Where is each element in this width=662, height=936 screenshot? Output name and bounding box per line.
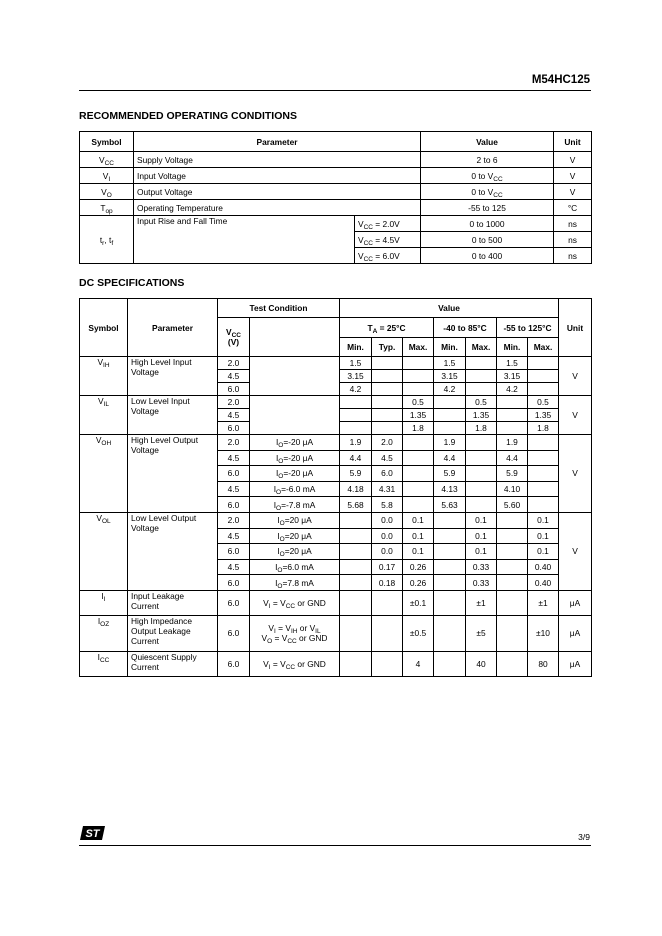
dc-condition: $V_I = V_{IH}$ or $V_{IL}$ $V_O = V_{CC}$ or GND — [250, 615, 340, 651]
dc-typ25: 5.8 — [372, 497, 403, 513]
dc-typ25 — [372, 409, 403, 422]
dc-symbol: $V_{IH}$ — [80, 357, 128, 396]
dc-min85: 1.5 — [434, 357, 466, 370]
roc-h-value: Value — [421, 132, 554, 152]
dc-min125: 4.4 — [497, 450, 528, 466]
dc-max25: 0.26 — [403, 559, 434, 575]
dc-condition — [250, 357, 340, 396]
roc-title: RECOMMENDED OPERATING CONDITIONS — [79, 110, 297, 122]
dc-vcc: 6.0 — [218, 497, 250, 513]
roc-condition: $V_{CC} = 4.5V$ — [355, 232, 421, 248]
dc-unit: V — [559, 357, 592, 396]
dc-row — [80, 435, 592, 451]
roc-h-symbol: Symbol — [80, 132, 134, 152]
roc-value: 0 to $V_{CC}$ — [421, 184, 554, 200]
dc-min25 — [340, 544, 372, 560]
dc-max125: ±10 — [528, 615, 559, 651]
dc-vcc: 2.0 — [218, 512, 250, 528]
roc-param: Output Voltage — [134, 184, 421, 200]
dc-condition: $I_O=20$ μA — [250, 544, 340, 560]
dc-max125: 0.1 — [528, 512, 559, 528]
roc-value: 0 to 500 — [421, 232, 554, 248]
dc-max85: 1.8 — [466, 422, 497, 435]
dc-max85: ±1 — [466, 590, 497, 615]
roc-row — [80, 200, 592, 216]
dc-min125 — [497, 590, 528, 615]
dc-typ25: 6.0 — [372, 466, 403, 482]
dc-max125: 0.40 — [528, 559, 559, 575]
dc-min125: 1.5 — [497, 357, 528, 370]
dc-symbol: $I_{CC}$ — [80, 651, 128, 676]
dc-min25: 5.9 — [340, 466, 372, 482]
dc-vcc: 4.5 — [218, 409, 250, 422]
dc-param: High Level Output Voltage — [128, 435, 218, 513]
dc-row — [80, 590, 592, 615]
dc-max85: 0.33 — [466, 559, 497, 575]
dc-min85 — [434, 544, 466, 560]
dc-max125: 0.1 — [528, 544, 559, 560]
dc-max25 — [403, 383, 434, 396]
dc-param: High Impedance Output Leakage Current — [128, 615, 218, 651]
header-rule — [79, 90, 591, 91]
dc-param: Low Level Output Voltage — [128, 512, 218, 590]
dc-min85 — [434, 528, 466, 544]
dc-row — [80, 651, 592, 676]
dc-condition: $I_O=6.0$ mA — [250, 559, 340, 575]
dc-min25 — [340, 651, 372, 676]
dc-min85 — [434, 422, 466, 435]
dc-condition: $I_O=-20$ μA — [250, 450, 340, 466]
dc-max125 — [528, 450, 559, 466]
dc-max85 — [466, 481, 497, 497]
dc-condition: $I_O=-7.8$ mA — [250, 497, 340, 513]
dc-h-vcc: $V_{CC}$ (V) — [218, 318, 250, 357]
dc-vcc: 6.0 — [218, 590, 250, 615]
dc-min25 — [340, 590, 372, 615]
roc-unit: V — [554, 168, 592, 184]
dc-min125 — [497, 559, 528, 575]
dc-h-max: Max. — [466, 338, 497, 357]
dc-min85 — [434, 512, 466, 528]
dc-min25: 1.5 — [340, 357, 372, 370]
dc-max85: 0.1 — [466, 512, 497, 528]
dc-typ25 — [372, 651, 403, 676]
dc-max25: 0.1 — [403, 512, 434, 528]
dc-vcc: 4.5 — [218, 528, 250, 544]
dc-min125: 5.60 — [497, 497, 528, 513]
dc-min25 — [340, 409, 372, 422]
dc-h-min: Min. — [340, 338, 372, 357]
dc-typ25 — [372, 422, 403, 435]
dc-min125 — [497, 422, 528, 435]
dc-condition: $I_O=20$ μA — [250, 512, 340, 528]
dc-h-symbol: Symbol — [80, 299, 128, 357]
dc-max85: 0.1 — [466, 544, 497, 560]
dc-condition: $I_O=20$ μA — [250, 528, 340, 544]
roc-value: 0 to $V_{CC}$ — [421, 168, 554, 184]
dc-max85 — [466, 435, 497, 451]
dc-condition: $V_I = V_{CC}$ or GND — [250, 651, 340, 676]
roc-h-unit: Unit — [554, 132, 592, 152]
dc-max125 — [528, 466, 559, 482]
dc-row — [80, 512, 592, 528]
dc-unit: V — [559, 435, 592, 513]
dc-h-min: Min. — [497, 338, 528, 357]
roc-table — [79, 131, 592, 264]
dc-min85: 3.15 — [434, 370, 466, 383]
dc-max25 — [403, 357, 434, 370]
dc-min25: 5.68 — [340, 497, 372, 513]
dc-max25: 0.5 — [403, 396, 434, 409]
dc-typ25 — [372, 370, 403, 383]
dc-min25 — [340, 615, 372, 651]
dc-min85: 5.9 — [434, 466, 466, 482]
dc-vcc: 4.5 — [218, 481, 250, 497]
dc-min125 — [497, 409, 528, 422]
dc-max125: 1.8 — [528, 422, 559, 435]
dc-max125: 0.1 — [528, 528, 559, 544]
dc-max125: 0.40 — [528, 575, 559, 591]
dc-min125: 4.10 — [497, 481, 528, 497]
roc-symbol: $T_{op}$ — [80, 200, 134, 216]
dc-h-parameter: Parameter — [128, 299, 218, 357]
dc-typ25: 4.31 — [372, 481, 403, 497]
dc-min125 — [497, 651, 528, 676]
dc-typ25: 2.0 — [372, 435, 403, 451]
dc-condition: $V_I = V_{CC}$ or GND — [250, 590, 340, 615]
dc-max85: 1.35 — [466, 409, 497, 422]
dc-min85 — [434, 615, 466, 651]
dc-max85 — [466, 450, 497, 466]
dc-max125 — [528, 435, 559, 451]
dc-row — [80, 396, 592, 409]
dc-typ25: 0.18 — [372, 575, 403, 591]
dc-param: Quiescent Supply Current — [128, 651, 218, 676]
dc-symbol: $V_{OL}$ — [80, 512, 128, 590]
dc-vcc: 6.0 — [218, 466, 250, 482]
dc-max25: ±0.1 — [403, 590, 434, 615]
dc-vcc: 4.5 — [218, 450, 250, 466]
roc-unit: ns — [554, 248, 592, 264]
dc-min125 — [497, 528, 528, 544]
dc-min25 — [340, 512, 372, 528]
dc-vcc: 2.0 — [218, 435, 250, 451]
dc-vcc: 4.5 — [218, 370, 250, 383]
dc-typ25: 0.0 — [372, 544, 403, 560]
roc-param: Operating Temperature — [134, 200, 421, 216]
footer-rule — [79, 845, 591, 846]
dc-h-typ: Typ. — [372, 338, 403, 357]
roc-value: 0 to 400 — [421, 248, 554, 264]
dc-min25 — [340, 396, 372, 409]
roc-unit: °C — [554, 200, 592, 216]
dc-min125: 5.9 — [497, 466, 528, 482]
dc-max25: 0.1 — [403, 544, 434, 560]
roc-value: 0 to 1000 — [421, 216, 554, 232]
dc-condition — [250, 396, 340, 435]
dc-max85 — [466, 370, 497, 383]
dc-min85 — [434, 396, 466, 409]
dc-typ25: 0.0 — [372, 512, 403, 528]
part-number: M54HC125 — [531, 74, 590, 86]
dc-header-row — [80, 299, 592, 318]
roc-value: -55 to 125 — [421, 200, 554, 216]
dc-min85 — [434, 409, 466, 422]
dc-unit: μA — [559, 615, 592, 651]
dc-condition: $I_O=-20$ μA — [250, 435, 340, 451]
dc-max25: ±0.5 — [403, 615, 434, 651]
dc-min85: 4.2 — [434, 383, 466, 396]
dc-vcc: 6.0 — [218, 544, 250, 560]
dc-symbol: $I_I$ — [80, 590, 128, 615]
dc-typ25: 0.17 — [372, 559, 403, 575]
dc-max25: 0.26 — [403, 575, 434, 591]
st-logo-icon — [80, 825, 106, 841]
dc-max85: 0.5 — [466, 396, 497, 409]
dc-max25 — [403, 466, 434, 482]
roc-header-row — [80, 132, 592, 152]
roc-unit: V — [554, 184, 592, 200]
dc-h-ta25: $T_A = 25^\circ C$ — [340, 318, 434, 338]
dc-param: High Level Input Voltage — [128, 357, 218, 396]
dc-typ25 — [372, 357, 403, 370]
dc-vcc: 6.0 — [218, 575, 250, 591]
dc-h-min: Min. — [434, 338, 466, 357]
dc-param: Input Leakage Current — [128, 590, 218, 615]
dc-min125 — [497, 544, 528, 560]
dc-min25: 4.18 — [340, 481, 372, 497]
svg-text:ST: ST — [85, 828, 100, 840]
dc-max25 — [403, 370, 434, 383]
dc-min85: 4.13 — [434, 481, 466, 497]
dc-max85: ±5 — [466, 615, 497, 651]
roc-row — [80, 184, 592, 200]
dc-min85: 5.63 — [434, 497, 466, 513]
dc-unit: μA — [559, 651, 592, 676]
dc-h-cond-blank — [250, 318, 340, 357]
roc-condition: $V_{CC} = 6.0V$ — [355, 248, 421, 264]
dc-max85: 0.1 — [466, 528, 497, 544]
dc-max25 — [403, 435, 434, 451]
roc-param: Input Voltage — [134, 168, 421, 184]
roc-symbol: $V_{CC}$ — [80, 152, 134, 168]
dc-vcc: 2.0 — [218, 357, 250, 370]
dc-max125 — [528, 497, 559, 513]
dc-condition: $I_O=7.8$ mA — [250, 575, 340, 591]
roc-row — [80, 168, 592, 184]
dc-max125 — [528, 481, 559, 497]
dc-max125: ±1 — [528, 590, 559, 615]
dc-min125 — [497, 575, 528, 591]
dc-typ25 — [372, 383, 403, 396]
dc-symbol: $I_{OZ}$ — [80, 615, 128, 651]
dc-max25: 1.8 — [403, 422, 434, 435]
dc-condition: $I_O=-6.0$ mA — [250, 481, 340, 497]
dc-h-max: Max. — [528, 338, 559, 357]
dc-typ25 — [372, 615, 403, 651]
dc-max125 — [528, 357, 559, 370]
dc-max125: 0.5 — [528, 396, 559, 409]
dc-h-range85: -40 to 85°C — [434, 318, 497, 338]
dc-max25 — [403, 450, 434, 466]
dc-min125: 1.9 — [497, 435, 528, 451]
dc-unit: V — [559, 512, 592, 590]
dc-vcc: 6.0 — [218, 651, 250, 676]
roc-unit: ns — [554, 216, 592, 232]
roc-unit: V — [554, 152, 592, 168]
dc-symbol: $V_{OH}$ — [80, 435, 128, 513]
dc-min25: 4.2 — [340, 383, 372, 396]
roc-param: Supply Voltage — [134, 152, 421, 168]
dc-h-test-condition: Test Condition — [218, 299, 340, 318]
dc-max85: 40 — [466, 651, 497, 676]
dc-vcc: 6.0 — [218, 615, 250, 651]
dc-min85 — [434, 575, 466, 591]
dc-max25 — [403, 481, 434, 497]
dc-max85 — [466, 383, 497, 396]
roc-unit: ns — [554, 232, 592, 248]
dc-max85 — [466, 466, 497, 482]
dc-min85 — [434, 559, 466, 575]
dc-typ25 — [372, 396, 403, 409]
dc-max125: 1.35 — [528, 409, 559, 422]
dc-max85: 0.33 — [466, 575, 497, 591]
dc-h-max: Max. — [403, 338, 434, 357]
dc-min25 — [340, 528, 372, 544]
dc-max25: 4 — [403, 651, 434, 676]
dc-min125 — [497, 615, 528, 651]
dc-min85 — [434, 651, 466, 676]
dc-row — [80, 357, 592, 370]
roc-value: 2 to 6 — [421, 152, 554, 168]
dc-min25 — [340, 559, 372, 575]
dc-typ25 — [372, 590, 403, 615]
dc-title: DC SPECIFICATIONS — [79, 277, 185, 289]
dc-min125: 4.2 — [497, 383, 528, 396]
dc-max25: 0.1 — [403, 528, 434, 544]
dc-min125 — [497, 512, 528, 528]
dc-max85 — [466, 497, 497, 513]
dc-unit: μA — [559, 590, 592, 615]
dc-max25 — [403, 497, 434, 513]
dc-row — [80, 615, 592, 651]
dc-condition: $I_O=-20$ μA — [250, 466, 340, 482]
dc-max125: 80 — [528, 651, 559, 676]
dc-symbol: $V_{IL}$ — [80, 396, 128, 435]
dc-vcc: 6.0 — [218, 422, 250, 435]
dc-table — [79, 298, 592, 677]
roc-condition: $V_{CC} = 2.0V$ — [355, 216, 421, 232]
dc-typ25: 4.5 — [372, 450, 403, 466]
dc-max85 — [466, 357, 497, 370]
dc-h-value: Value — [340, 299, 559, 318]
dc-max125 — [528, 370, 559, 383]
dc-max25: 1.35 — [403, 409, 434, 422]
dc-min25 — [340, 422, 372, 435]
dc-vcc: 6.0 — [218, 383, 250, 396]
roc-h-parameter: Parameter — [134, 132, 421, 152]
dc-min85 — [434, 590, 466, 615]
roc-row — [80, 216, 592, 232]
dc-min25: 4.4 — [340, 450, 372, 466]
roc-row — [80, 152, 592, 168]
dc-min85: 1.9 — [434, 435, 466, 451]
dc-min25 — [340, 575, 372, 591]
dc-h-unit: Unit — [559, 299, 592, 357]
roc-param: Input Rise and Fall Time — [134, 216, 355, 264]
dc-max125 — [528, 383, 559, 396]
dc-unit: V — [559, 396, 592, 435]
dc-vcc: 4.5 — [218, 559, 250, 575]
page-number: 3/9 — [578, 832, 590, 842]
dc-min25: 3.15 — [340, 370, 372, 383]
dc-vcc: 2.0 — [218, 396, 250, 409]
dc-typ25: 0.0 — [372, 528, 403, 544]
dc-min85: 4.4 — [434, 450, 466, 466]
dc-min25: 1.9 — [340, 435, 372, 451]
roc-symbol: $V_O$ — [80, 184, 134, 200]
dc-min125 — [497, 396, 528, 409]
dc-param: Low Level Input Voltage — [128, 396, 218, 435]
roc-symbol: $t_r$, $t_f$ — [80, 216, 134, 264]
roc-symbol: $V_I$ — [80, 168, 134, 184]
dc-min125: 3.15 — [497, 370, 528, 383]
dc-h-range125: -55 to 125°C — [497, 318, 559, 338]
